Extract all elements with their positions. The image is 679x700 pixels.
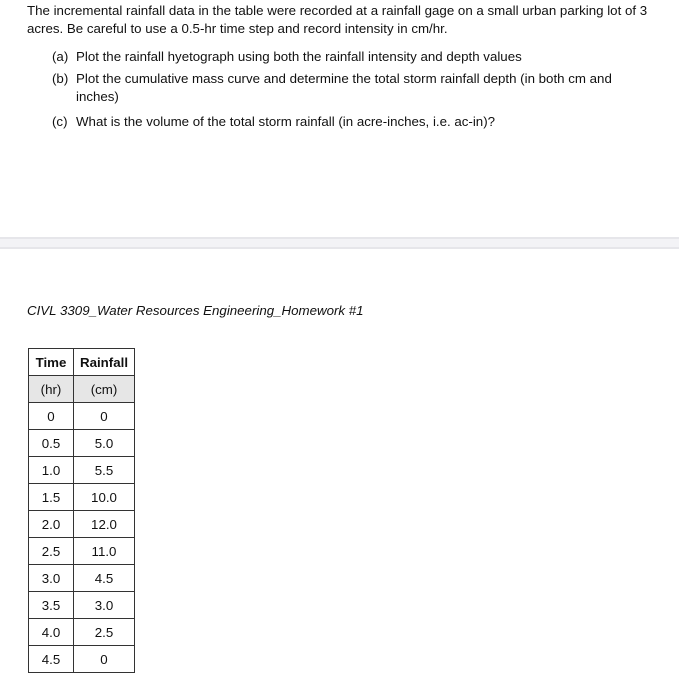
rainfall-table: [28, 348, 135, 673]
time-cell: 1.0: [29, 457, 74, 484]
time-cell: 0.5: [29, 430, 74, 457]
table-row: [29, 619, 135, 646]
table-row: [29, 484, 135, 511]
part-text: Plot the rainfall hyetograph using both the rainfall intensity and depth values: [76, 49, 522, 64]
part-label: (c): [52, 114, 68, 129]
table-row: [29, 646, 135, 673]
part-text: What is the volume of the total storm rainfall (in acre-inches, i.e. ac-in)?: [76, 114, 496, 129]
rainfall-cell: 12.0: [74, 511, 135, 538]
rainfall-cell: 0: [74, 646, 135, 673]
table-units-row: [29, 376, 135, 403]
rainfall-cell: 10.0: [74, 484, 135, 511]
part-a: [52, 48, 657, 66]
problem-parts: [52, 48, 657, 135]
time-cell: 3.0: [29, 565, 74, 592]
time-cell: 0: [29, 403, 74, 430]
part-b: [52, 70, 657, 106]
part-c: [52, 113, 657, 131]
table-header-row: [29, 349, 135, 376]
document-header: CIVL 3309_Water Resources Engineering_Homework #1: [27, 303, 364, 318]
rainfall-cell: 0: [74, 403, 135, 430]
part-label: (b): [52, 71, 69, 86]
time-cell: 3.5: [29, 592, 74, 619]
page-divider: [0, 237, 679, 249]
column-header-rainfall: Rainfall: [74, 349, 135, 376]
column-header-time: Time: [29, 349, 74, 376]
rainfall-cell: 5.0: [74, 430, 135, 457]
rainfall-cell: 2.5: [74, 619, 135, 646]
unit-time: (hr): [29, 376, 74, 403]
time-cell: 2.5: [29, 538, 74, 565]
table-row: [29, 403, 135, 430]
table-row: [29, 457, 135, 484]
table-row: [29, 538, 135, 565]
time-cell: 2.0: [29, 511, 74, 538]
table-row: [29, 430, 135, 457]
time-cell: 4.5: [29, 646, 74, 673]
table-row: [29, 565, 135, 592]
rainfall-cell: 5.5: [74, 457, 135, 484]
part-label: (a): [52, 49, 69, 64]
problem-intro: The incremental rainfall data in the table were recorded at a rainfall gage on a small urban parking lot of 3 acres. Be careful to use a 0.5-hr time step and record intensity in cm/hr.: [27, 3, 648, 36]
part-text: Plot the cumulative mass curve and determine the total storm rainfall depth (in both cm and inches): [76, 71, 612, 104]
unit-rainfall: (cm): [74, 376, 135, 403]
rainfall-cell: 3.0: [74, 592, 135, 619]
table-row: [29, 511, 135, 538]
rainfall-cell: 11.0: [74, 538, 135, 565]
table-row: [29, 592, 135, 619]
rainfall-cell: 4.5: [74, 565, 135, 592]
time-cell: 1.5: [29, 484, 74, 511]
time-cell: 4.0: [29, 619, 74, 646]
